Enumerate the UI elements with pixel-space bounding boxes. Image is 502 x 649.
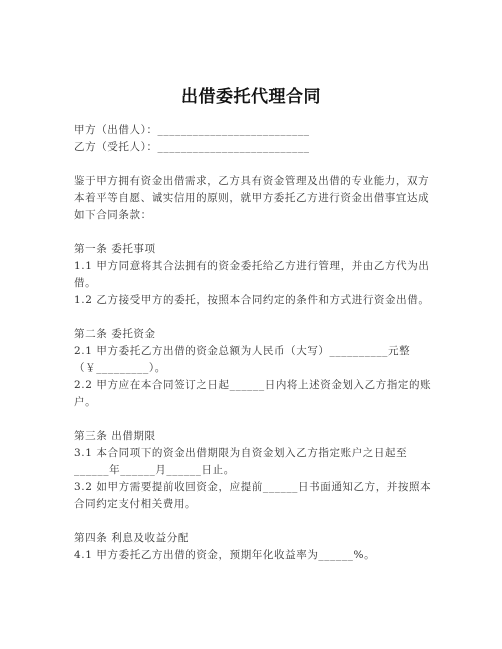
section-heading: 第三条 出借期限 — [74, 430, 156, 442]
clause-1-2: 1.2 乙方接受甲方的委托，按照本合同约定的条件和方式进行资金出借。 — [74, 294, 430, 306]
document-title: 出借委托代理合同 — [181, 87, 321, 107]
document-body — [74, 122, 434, 564]
preamble-paragraph: 鉴于甲方拥有资金出借需求，乙方具有资金管理及出借的专业能力，双方本着平等自愿、诚实信用的原则，就甲方委托乙方进行资金出借事宜达成如下合同条款： — [74, 175, 430, 221]
section-3 — [74, 428, 434, 513]
section-heading: 第四条 利息及收益分配 — [74, 532, 189, 544]
section-1 — [74, 241, 434, 309]
party-b-line: 乙方（受托人）：__________________________ — [74, 141, 310, 153]
clause-3-1: 3.1 本合同项下的资金出借期限为自资金划入乙方指定账户之日起至______年______月______日止。 — [74, 447, 408, 476]
section-2 — [74, 326, 434, 411]
section-heading: 第二条 委托资金 — [74, 328, 156, 340]
clause-2-2: 2.2 甲方应在本合同签订之日起______日内将上述资金划入乙方指定的账户。 — [74, 379, 432, 408]
clause-2-1: 2.1 甲方委托乙方出借的资金总额为人民币（大写）__________元整（￥_________）。 — [74, 345, 411, 374]
section-4 — [74, 530, 434, 564]
clause-3-2: 3.2 如甲方需要提前收回资金，应提前______日书面通知乙方，并按照本合同约定支付相关费用。 — [74, 481, 432, 510]
clause-1-1: 1.1 甲方同意将其合法拥有的资金委托给乙方进行管理，并由乙方代为出借。 — [74, 260, 430, 289]
clause-4-1: 4.1 甲方委托乙方出借的资金，预期年化收益率为______%。 — [74, 549, 376, 561]
party-a-line: 甲方（出借人）：__________________________ — [74, 124, 310, 136]
section-heading: 第一条 委托事项 — [74, 243, 156, 255]
